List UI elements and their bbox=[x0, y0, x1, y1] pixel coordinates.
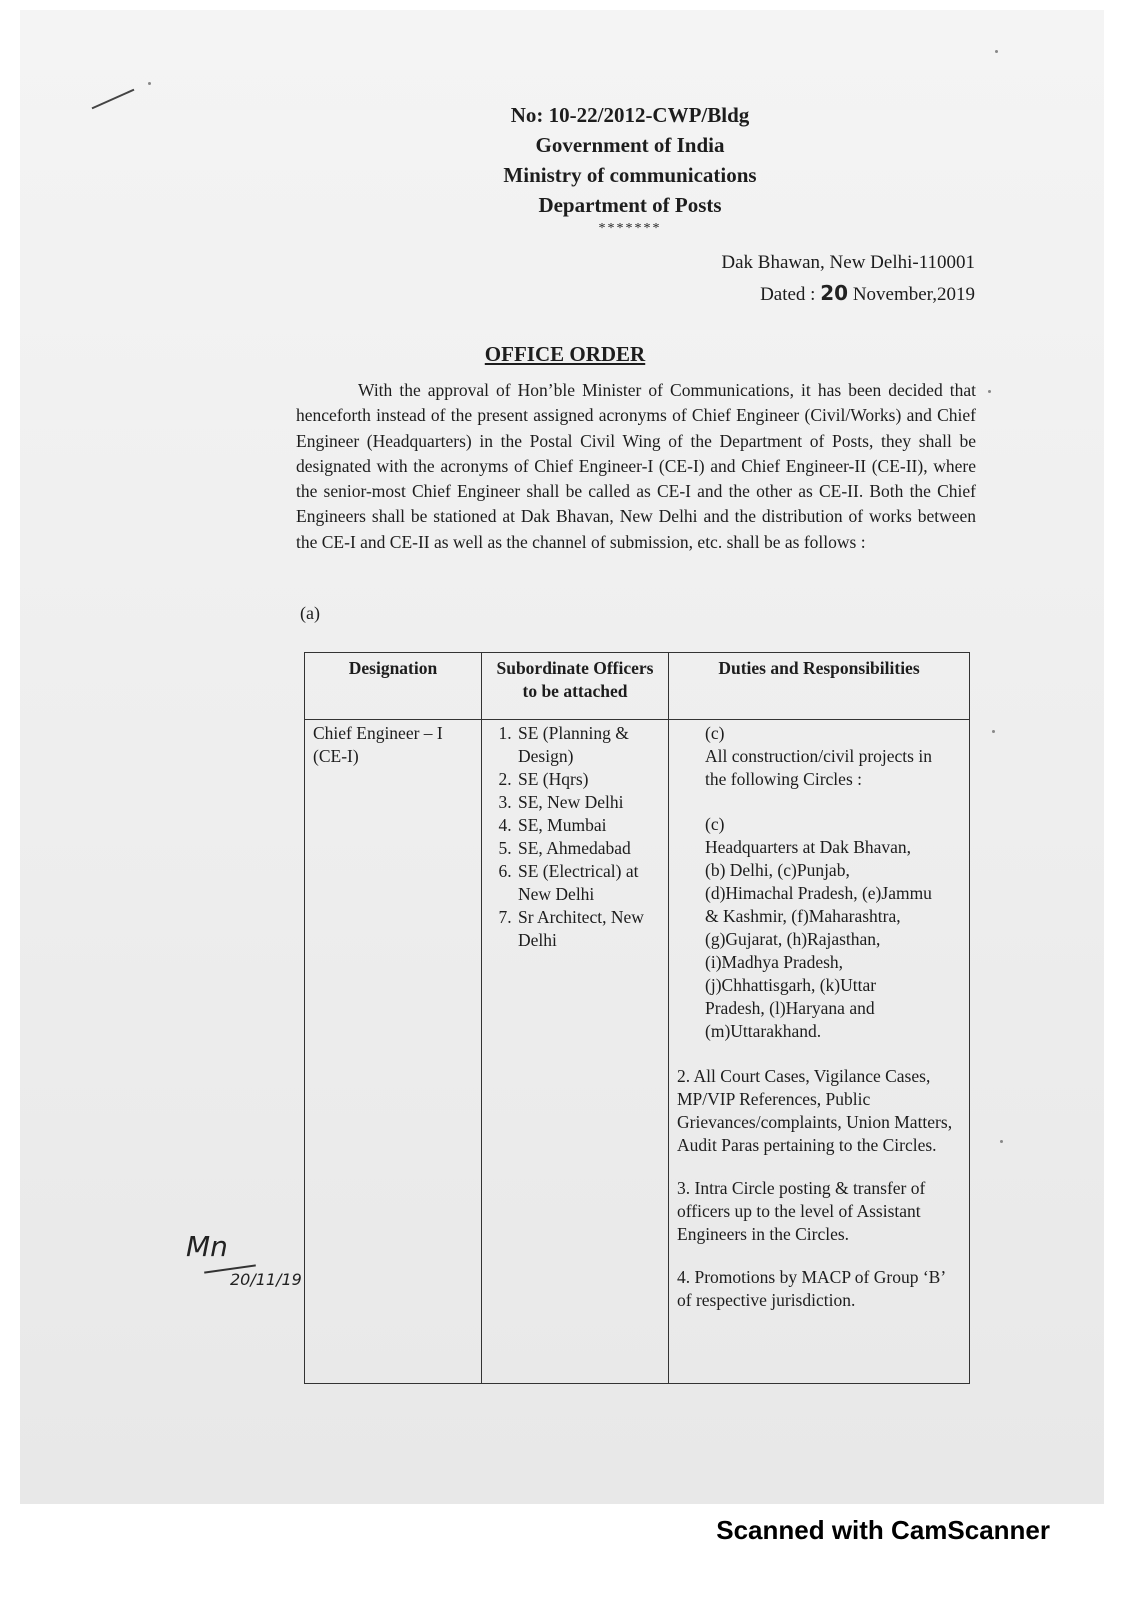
government-name: Government of India bbox=[535, 133, 725, 157]
list-item: 2. SE (Hqrs) bbox=[516, 768, 660, 791]
dated-label: Dated : bbox=[760, 284, 816, 305]
signature-date: 20/11/19 bbox=[230, 1270, 302, 1289]
scanner-watermark: Scanned with CamScanner bbox=[716, 1515, 1050, 1545]
officers-list bbox=[490, 722, 660, 952]
handwritten-day: 20 bbox=[820, 281, 849, 305]
duty-number: (c) bbox=[705, 814, 725, 834]
header-subordinate: Subordinate Officers to be attached bbox=[482, 653, 669, 720]
signature-initials: Mn bbox=[186, 1230, 228, 1263]
file-number: No: 10-22/2012-CWP/Bldg bbox=[510, 103, 750, 127]
scan-speck bbox=[992, 730, 995, 733]
handwritten-signature bbox=[186, 1230, 302, 1289]
duty-item: 3. Intra Circle posting & transfer of officers up to the level of Assistant Engineers in the Circles. bbox=[677, 1178, 926, 1244]
list-item: 1. SE (Planning & Design) bbox=[516, 722, 660, 768]
body-paragraph: With the approval of Hon’ble Minister of Communications, it has been decided that henceforth instead of the present assigned acronyms of Chief Engineer (Civil/Works) and Chief Engineer (Headquarters) in the Postal Civil Wing of the Department of Posts, they shall be designated with the acronyms of Chief Engineer-I (CE-I) and Chief Engineer-II (CE-II), where the senior-most Chief Engineer shall be called as CE-I and the other as CE-II. Both the Chief Engineers shall be stationed at Dak Bhavan, New Delhi and the distribution of works between the CE-I and CE-II as well as the channel of submission, etc. shall be as follows : bbox=[296, 380, 976, 552]
duty-number: (c) bbox=[705, 723, 725, 743]
scan-speck bbox=[148, 82, 151, 85]
department-name: Department of Posts bbox=[538, 193, 722, 217]
list-item: 3. SE, New Delhi bbox=[516, 791, 660, 814]
duties-cell bbox=[669, 720, 970, 1384]
letterhead bbox=[440, 100, 820, 238]
duties-table bbox=[304, 652, 970, 1384]
list-item: 5. SE, Ahmedabad bbox=[516, 837, 660, 860]
duty-item: 2. All Court Cases, Vigilance Cases, MP/VIP References, Public Grievances/complaints, Union Matters, Audit Paras pertaining to the Circles. bbox=[677, 1066, 953, 1155]
header-duties: Duties and Responsibilities bbox=[669, 653, 970, 720]
designation-cell: Chief Engineer – I (CE-I) bbox=[305, 720, 482, 1384]
scan-speck bbox=[988, 390, 991, 393]
table-row bbox=[305, 720, 970, 1384]
officers-cell bbox=[482, 720, 669, 1384]
duty-item bbox=[705, 722, 961, 791]
duty-text: Headquarters at Dak Bhavan, (b) Delhi, (c)Punjab, (d)Himachal Pradesh, (e)Jammu & Kashmir, (f)Maharashtra, (g)Gujarat, (h)Rajasthan, (i)Madhya Pradesh, (j)Chhattisgarh, (k)Uttar Pradesh, (l)Haryana and (m)Uttarakhand. bbox=[705, 837, 932, 1041]
table-header-row bbox=[305, 653, 970, 720]
list-item: 6. SE (Electrical) at New Delhi bbox=[516, 860, 660, 906]
duty-item bbox=[705, 813, 961, 1043]
pen-tick-mark bbox=[92, 89, 135, 110]
list-item: 4. SE, Mumbai bbox=[516, 814, 660, 837]
duty-text: All construction/civil projects in the following Circles : bbox=[705, 746, 932, 789]
section-label: (a) bbox=[300, 603, 320, 623]
place-and-date bbox=[721, 248, 975, 310]
order-title: OFFICE ORDER bbox=[484, 342, 646, 366]
scan-speck bbox=[995, 50, 998, 53]
address: Dak Bhawan, New Delhi-110001 bbox=[721, 252, 975, 273]
list-item: 7. Sr Architect, New Delhi bbox=[516, 906, 660, 952]
month-year: November,2019 bbox=[852, 284, 975, 305]
date-line bbox=[721, 278, 975, 310]
header-designation: Designation bbox=[305, 653, 482, 720]
duty-item: 4. Promotions by MACP of Group ‘B’ of respective jurisdiction. bbox=[677, 1267, 945, 1310]
scan-speck bbox=[1000, 1140, 1003, 1143]
ministry-name: Ministry of communications bbox=[503, 163, 757, 187]
separator-stars: ******* bbox=[598, 221, 662, 236]
